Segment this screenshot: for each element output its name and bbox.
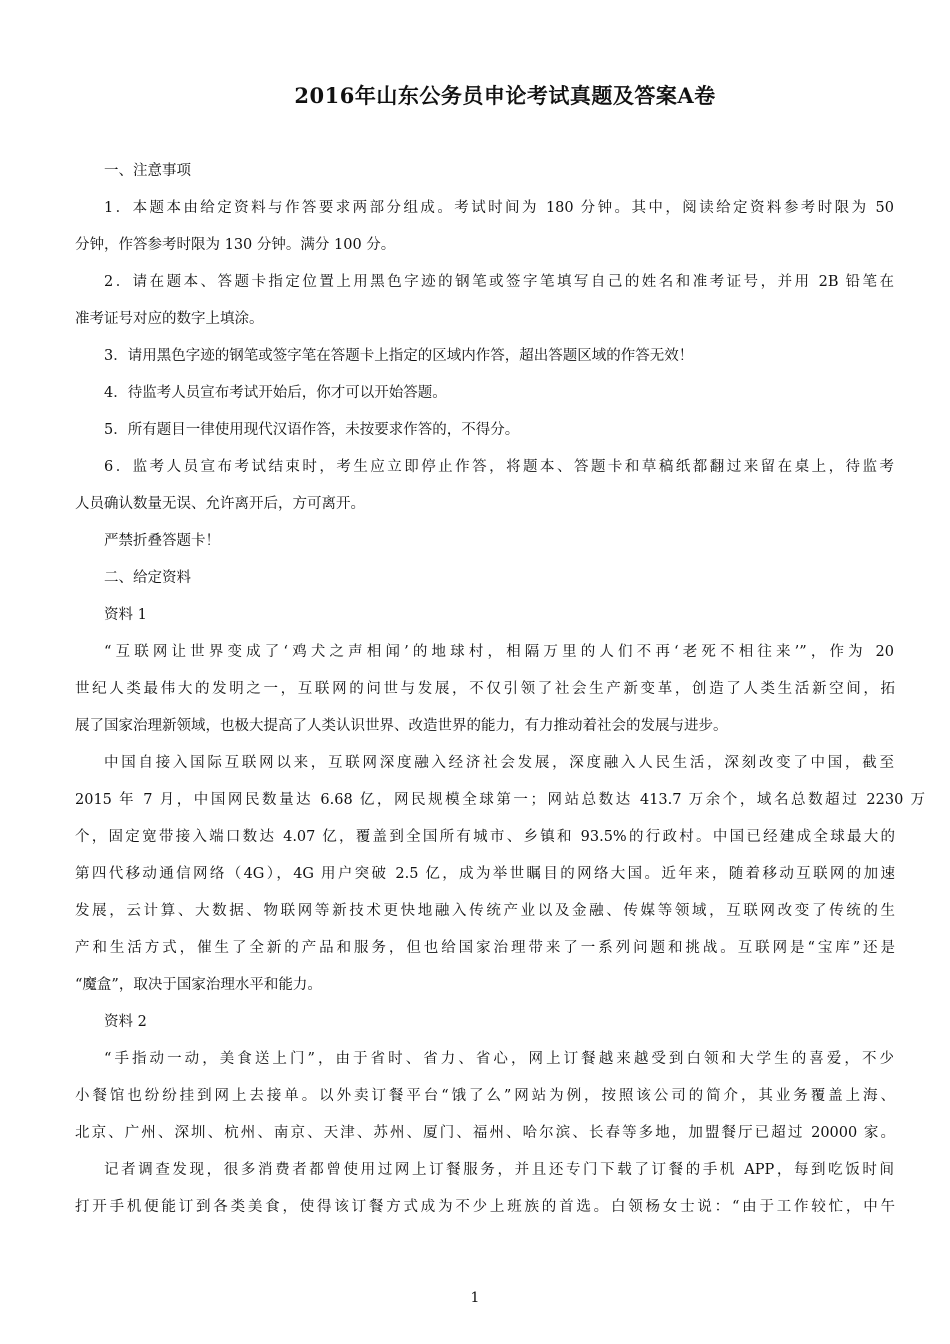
warning-line: 严禁折叠答题卡！ [104,533,220,549]
paragraph-line: 人员确认数量无误、允许离开后，方可离开。 [75,496,365,512]
paragraph-line: 世纪人类最伟大的发明之一，互联网的问世与发展，不仅引领了社会生产新变革，创造了人类生活新空间，拓 [75,681,895,697]
paragraph-line: 发展，云计算、大数据、物联网等新技术更快地融入传统产业以及金融、传媒等领域，互联网改变了传统的生 [75,903,895,919]
paragraph-line: “互联网让世界变成了‘鸡犬之声相闻’的地球村，相隔万里的人们不再‘老死不相往来’”，作为 20 [104,644,894,660]
section-heading: 一、注意事项 [104,163,191,179]
paragraph-line: 分钟，作答参考时限为 130 分钟。满分 100 分。 [75,237,396,253]
paragraph-line: 4．待监考人员宣布考试开始后，你才可以开始答题。 [104,385,447,401]
paragraph-line: 1．本题本由给定资料与作答要求两部分组成。考试时间为 180 分钟。其中，阅读给定资料参考时限为 50 [104,200,894,216]
paragraph-line: 6．监考人员宣布考试结束时，考生应立即停止作答，将题本、答题卡和草稿纸都翻过来留在桌上，待监考 [104,459,894,475]
material-heading: 资料 1 [104,607,147,623]
paragraph-line: 展了国家治理新领域，也极大提高了人类认识世界、改造世界的能力，有力推动着社会的发展与进步。 [75,718,728,734]
paragraph-line: 准考证号对应的数字上填涂。 [75,311,264,327]
paragraph-line: 小餐馆也纷纷挂到网上去接单。以外卖订餐平台“饿了么”网站为例，按照该公司的简介，其业务覆盖上海、 [75,1088,895,1104]
document-title: 2016年山东公务员申论考试真题及答案A卷 [294,83,716,108]
paragraph-line: 个，固定宽带接入端口数达 4.07 亿，覆盖到全国所有城市、乡镇和 93.5%的行政村。中国已经建成全球最大的 [75,829,895,845]
paragraph-line: 产和生活方式，催生了全新的产品和服务，但也给国家治理带来了一系列问题和挑战。互联网是“宝库”还是 [75,940,895,956]
paragraph-line: 中国自接入国际互联网以来，互联网深度融入经济社会发展，深度融入人民生活，深刻改变了中国，截至 [104,755,894,771]
paragraph-line: 记者调查发现，很多消费者都曾使用过网上订餐服务，并且还专门下载了订餐的手机 APP，每到吃饭时间 [104,1162,894,1178]
section-heading: 二、给定资料 [104,570,191,586]
paragraph-line: 2．请在题本、答题卡指定位置上用黑色字迹的钢笔或签字笔填写自己的姓名和准考证号，并用 2B 铅笔在 [104,274,894,290]
paragraph-line: “手指动一动，美食送上门”，由于省时、省力、省心，网上订餐越来越受到白领和大学生的喜爱，不少 [104,1051,894,1067]
paragraph-line: “魔盒”，取决于国家治理水平和能力。 [75,977,322,993]
paragraph-line: 第四代移动通信网络（4G），4G 用户突破 2.5 亿，成为举世瞩目的网络大国。近年来，随着移动互联网的加速 [75,866,895,882]
paragraph-line: 2015 年 7 月，中国网民数量达 6.68 亿，网民规模全球第一；网站总数达 413.7 万余个，域名总数超过 2230 万 [75,792,925,808]
paragraph-line: 5．所有题目一律使用现代汉语作答，未按要求作答的，不得分。 [104,422,520,438]
page-number: 1 [470,1290,480,1306]
material-heading: 资料 2 [104,1014,147,1030]
paragraph-line: 北京、广州、深圳、杭州、南京、天津、苏州、厦门、福州、哈尔滨、长春等多地，加盟餐厅已超过 20000 家。 [75,1125,895,1141]
paragraph-line: 打开手机便能订到各类美食，使得该订餐方式成为不少上班族的首选。白领杨女士说：“由于工作较忙，中午 [75,1199,895,1215]
paragraph-line: 3．请用黑色字迹的钢笔或签字笔在答题卡上指定的区域内作答，超出答题区域的作答无效！ [104,348,694,364]
